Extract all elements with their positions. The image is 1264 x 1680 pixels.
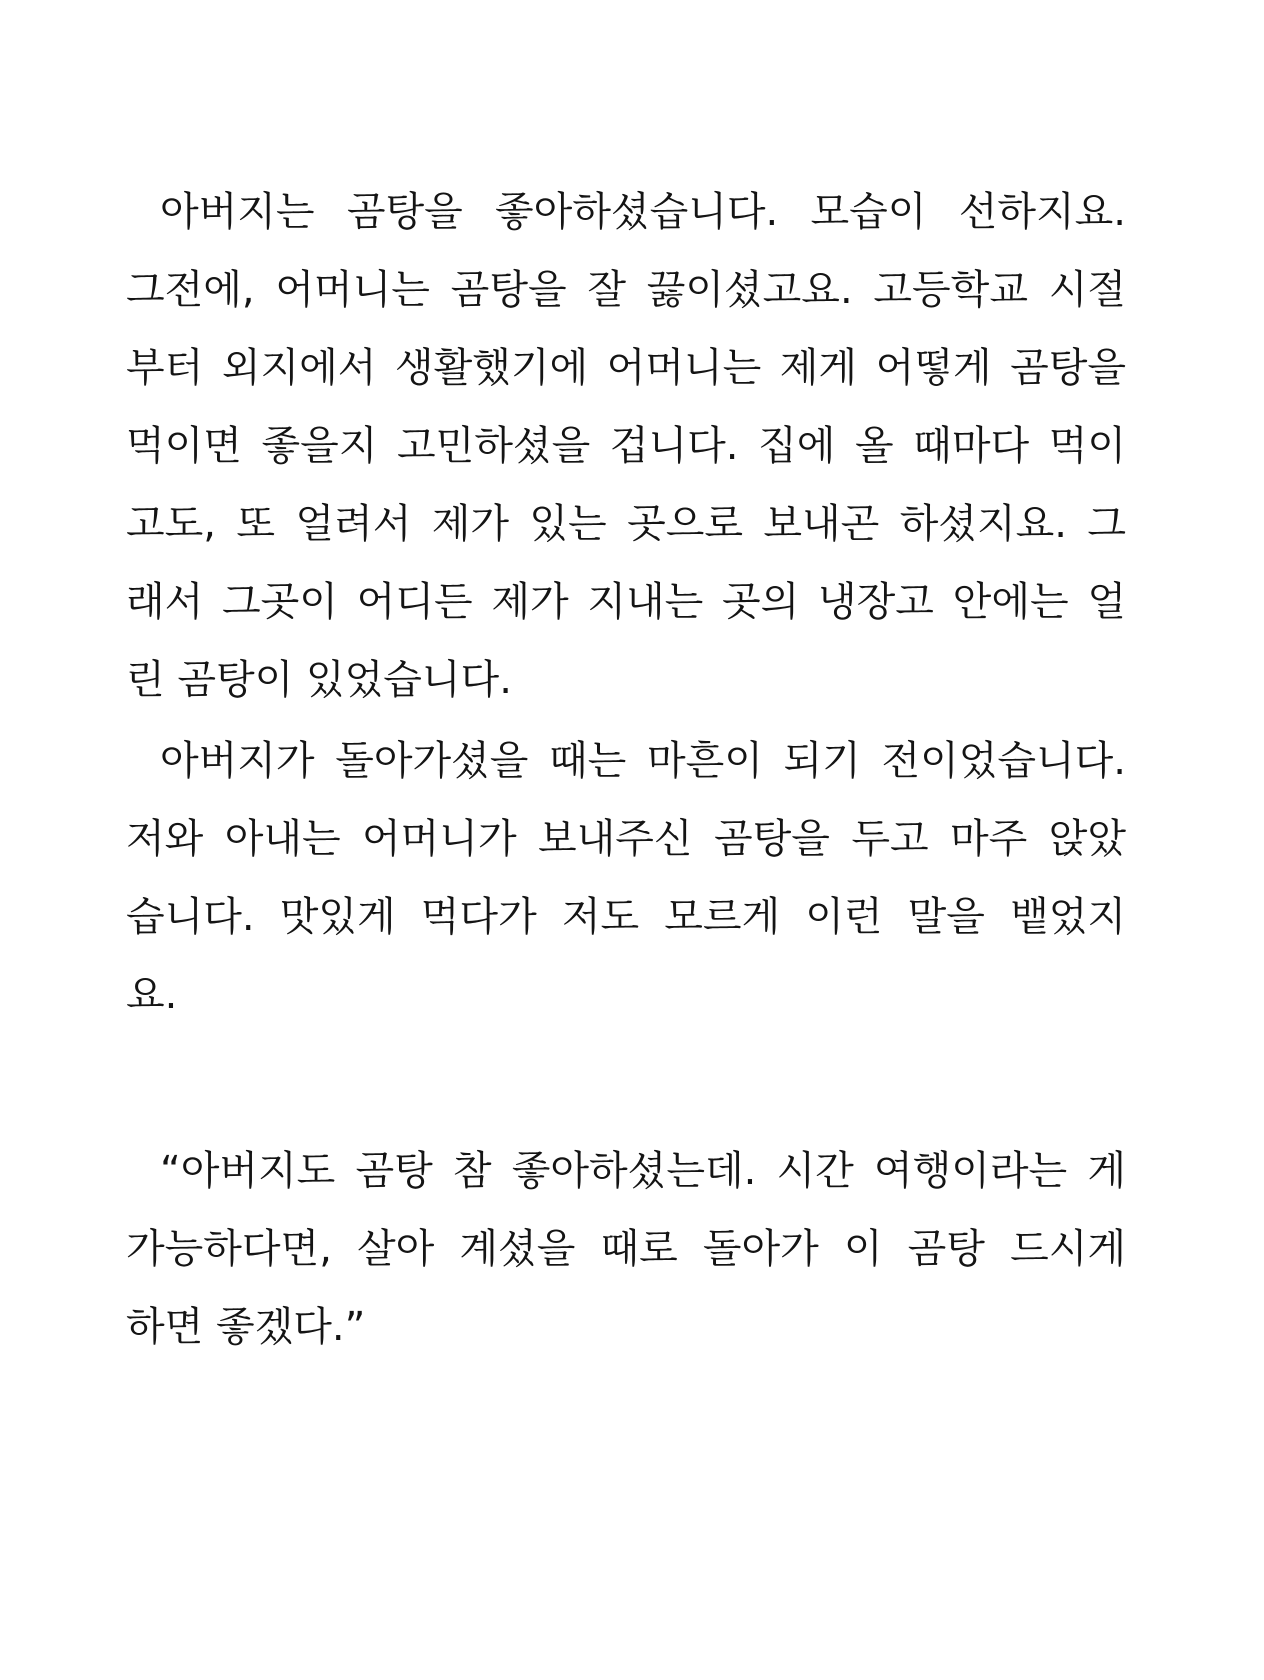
text-line: 먹이면 좋을지 고민하셨을 겁니다. 집에 올 때마다 먹이 — [126, 423, 1126, 469]
text-line: 습니다. 맛있게 먹다가 저도 모르게 이런 말을 뱉었지 — [126, 894, 1126, 940]
text-line: 요. — [126, 972, 178, 1018]
text-line: 저와 아내는 어머니가 보내주신 곰탕을 두고 마주 앉았 — [126, 816, 1126, 862]
text-line: 린 곰탕이 있었습니다. — [126, 657, 512, 703]
text-line: 그전에, 어머니는 곰탕을 잘 끓이셨고요. 고등학교 시절 — [126, 267, 1126, 313]
text-line: “아버지도 곰탕 참 좋아하셨는데. 시간 여행이라는 게 — [160, 1148, 1126, 1194]
text-line: 래서 그곳이 어디든 제가 지내는 곳의 냉장고 안에는 얼 — [126, 579, 1126, 625]
text-line: 부터 외지에서 생활했기에 어머니는 제게 어떻게 곰탕을 — [126, 345, 1126, 391]
text-line: 하면 좋겠다.” — [126, 1304, 366, 1350]
text-line: 고도, 또 얼려서 제가 있는 곳으로 보내곤 하셨지요. 그 — [126, 501, 1126, 547]
text-line: 아버지는 곰탕을 좋아하셨습니다. 모습이 선하지요. — [160, 189, 1126, 235]
text-line: 가능하다면, 살아 계셨을 때로 돌아가 이 곰탕 드시게 — [126, 1226, 1126, 1272]
text-line: 아버지가 돌아가셨을 때는 마흔이 되기 전이었습니다. — [160, 738, 1126, 784]
